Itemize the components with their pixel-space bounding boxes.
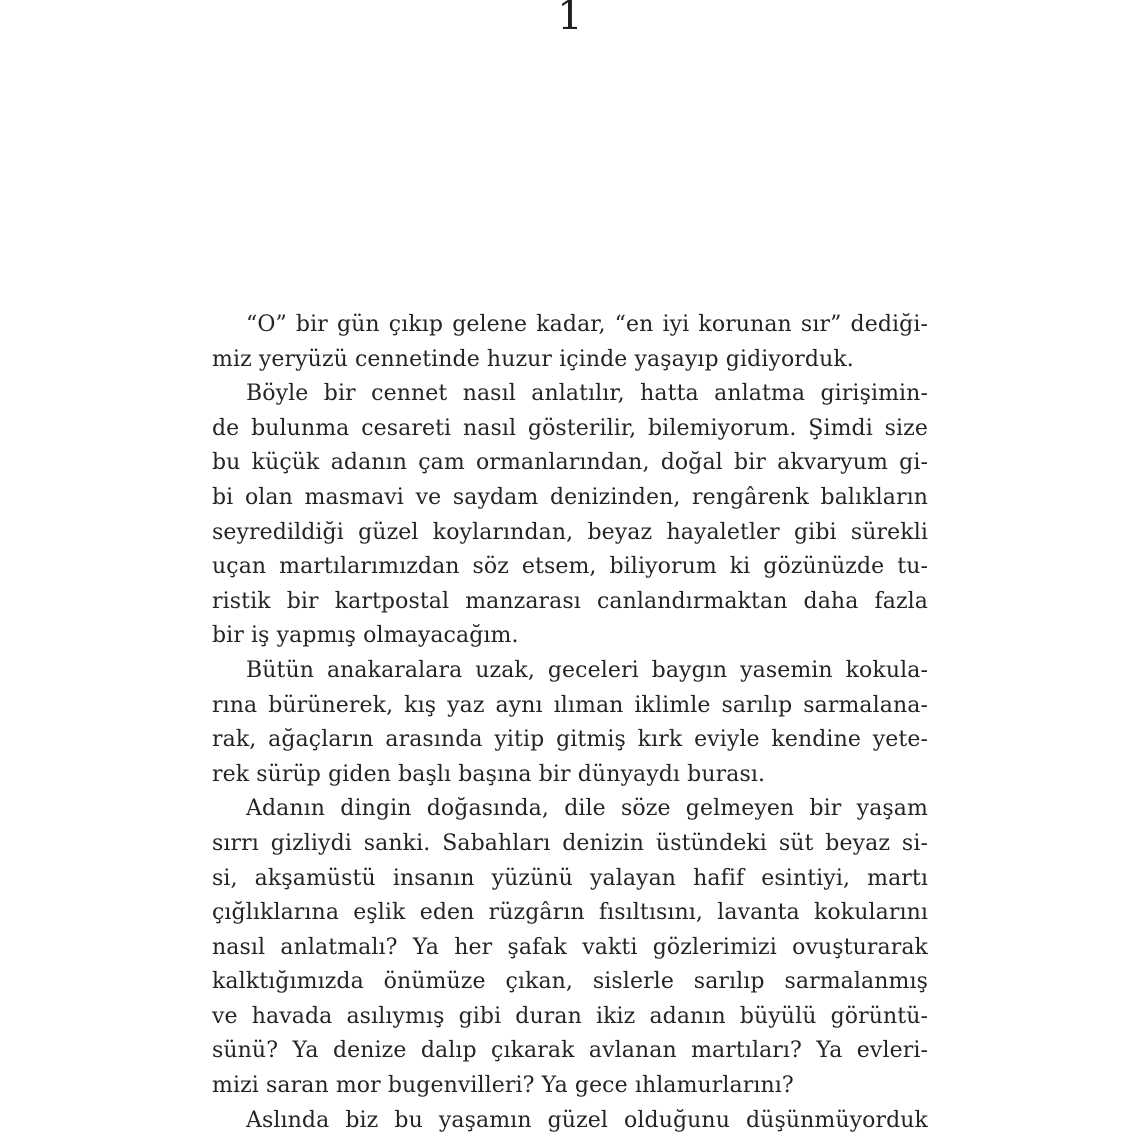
text-line: ve havada asılıymış gibi duran ikiz adanın büyülü görüntü-	[212, 1003, 928, 1029]
text-line: Böyle bir cennet nasıl anlatılır, hatta anlatma girişimin-	[246, 381, 928, 407]
text-line: Aslında biz bu yaşamın güzel olduğunu düşünmüyorduk	[246, 1107, 928, 1133]
text-line: ristik bir kartpostal manzarası canlandırmaktan daha fazla	[212, 588, 928, 614]
text-line: nasıl anlatmalı? Ya her şafak vakti gözlerimizi ovuşturarak	[212, 934, 928, 960]
text-line: Adanın dingin doğasında, dile söze gelmeyen bir yaşam	[246, 796, 928, 822]
text-line: “O” bir gün çıkıp gelene kadar, “en iyi korunan sır” dediği-	[246, 312, 928, 337]
paragraph	[212, 792, 928, 1103]
text-line: bir iş yapmış olmayacağım.	[212, 623, 519, 649]
text-line: bi olan masmavi ve saydam denizinden, rengârenk balıkların	[212, 484, 928, 510]
text-line: uçan martılarımızdan söz etsem, biliyorum ki gözünüzde tu-	[212, 554, 928, 580]
paragraph	[212, 308, 928, 377]
text-line: çığlıklarına eşlik eden rüzgârın fısıltısını, lavanta kokularını	[212, 900, 928, 926]
text-line: rek sürüp giden başlı başına bir dünyaydı burası.	[212, 761, 766, 787]
text-line: seyredildiği güzel koylarından, beyaz hayaletler gibi sürekli	[212, 519, 928, 545]
text-line: sırrı gizliydi sanki. Sabahları denizin üstündeki süt beyaz si-	[212, 830, 928, 856]
text-line: rına bürünerek, kış yaz aynı ılıman iklimle sarılıp sarmalana-	[212, 692, 928, 718]
paragraph	[212, 654, 928, 792]
text-line: de bulunma cesareti nasıl gösterilir, bilemiyorum. Şimdi size	[212, 415, 928, 441]
paragraph	[212, 1104, 928, 1139]
body-text-block	[212, 308, 928, 1138]
paragraph	[212, 377, 928, 654]
text-line: mizi saran mor bugenvilleri? Ya gece ıhlamurlarını?	[212, 1073, 794, 1099]
text-line: bu küçük adanın çam ormanlarından, doğal bir akvaryum gi-	[212, 450, 928, 476]
text-line: miz yeryüzü cennetinde huzur içinde yaşayıp gidiyorduk.	[212, 346, 854, 372]
text-line: si, akşamüstü insanın yüzünü yalayan hafif esintiyi, martı	[212, 865, 928, 891]
text-line: kalktığımızda önümüze çıkan, sislerle sarılıp sarmalanmış	[212, 969, 928, 995]
text-line: rak, ağaçların arasında yitip gitmiş kırk eviyle kendine yete-	[212, 727, 928, 753]
text-line: Bütün anakaralara uzak, geceleri baygın yasemin kokula-	[246, 657, 928, 683]
text-line: sünü? Ya denize dalıp çıkarak avlanan martıları? Ya evleri-	[212, 1038, 928, 1064]
chapter-number: 1	[557, 0, 583, 39]
